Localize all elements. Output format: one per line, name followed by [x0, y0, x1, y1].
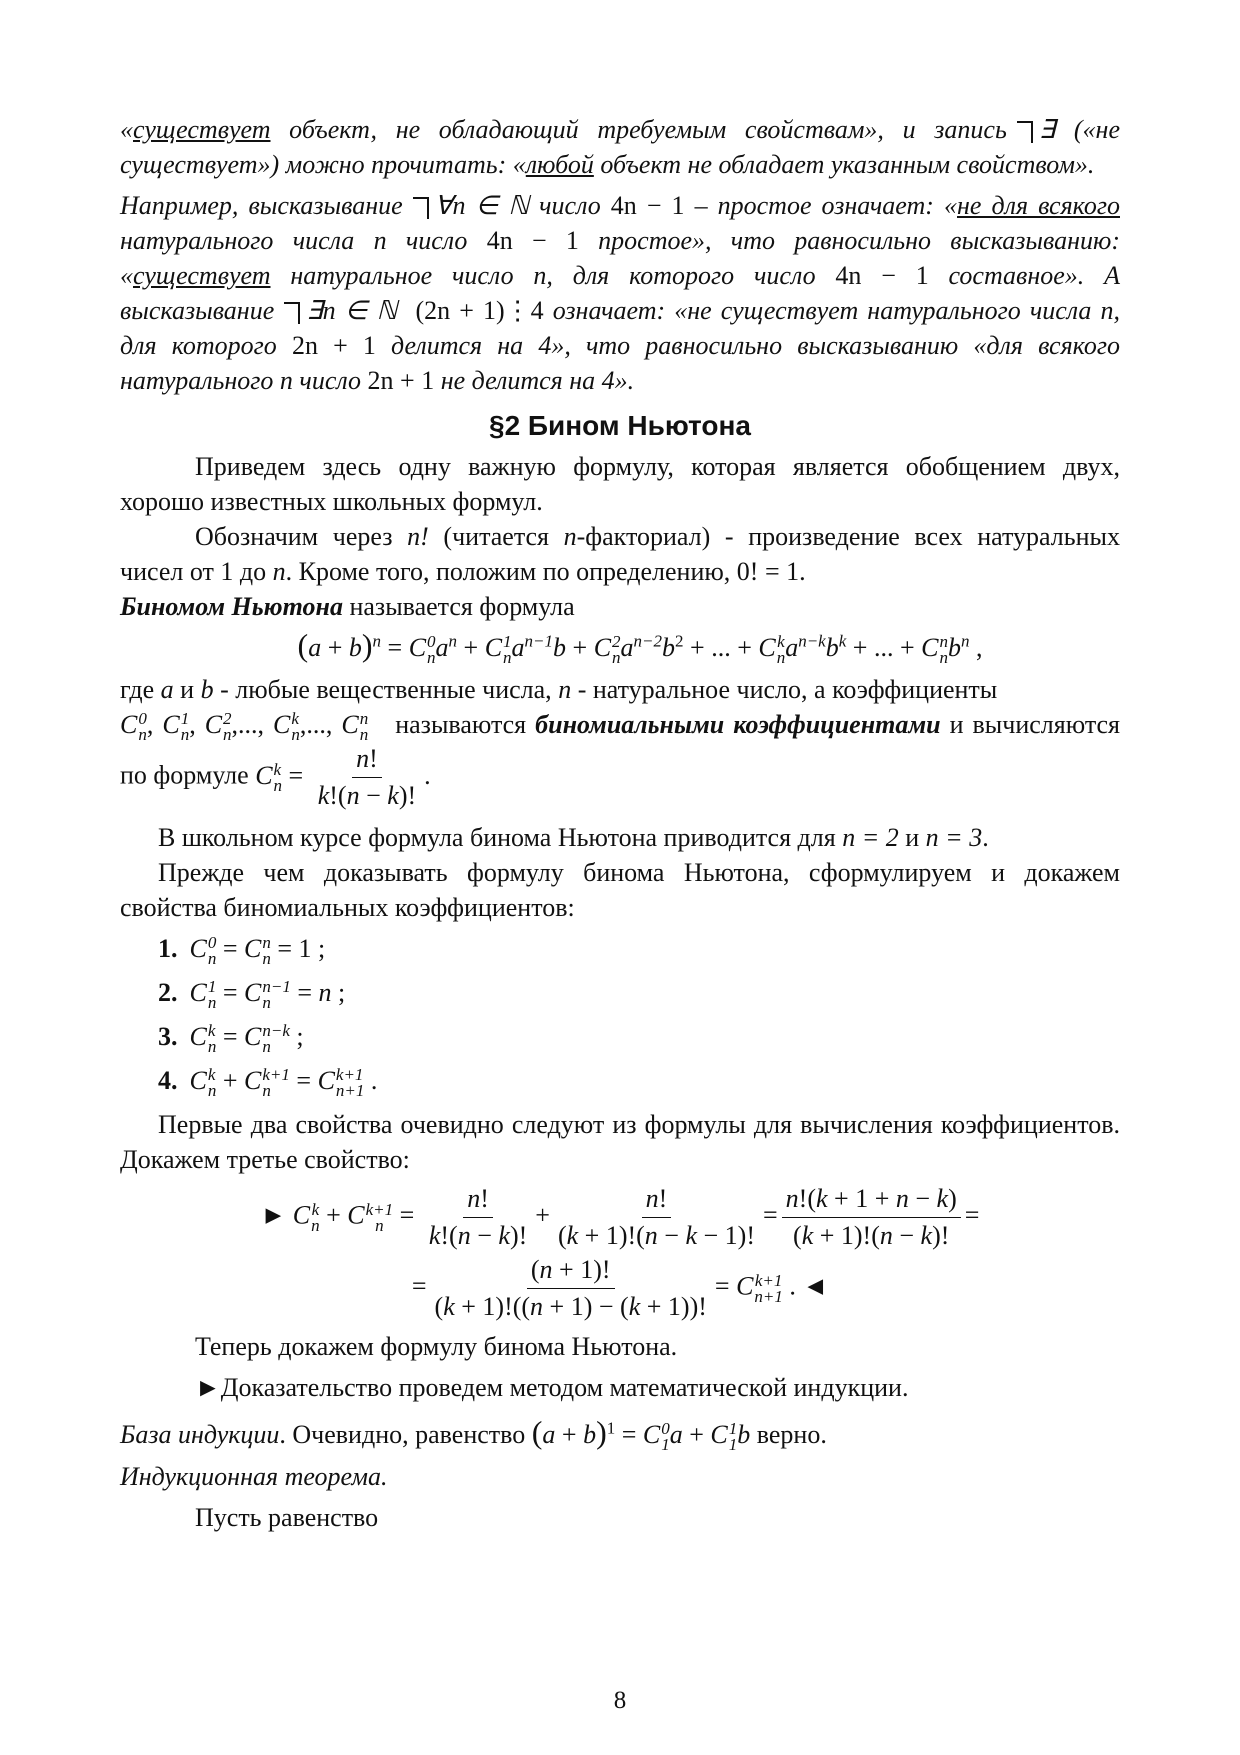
negation-symbol — [1017, 121, 1033, 143]
section-paragraph-7: Первые два свойства очевидно следуют из формулы для вычисления коэффициентов. Докажем третье свойство: — [120, 1110, 1120, 1175]
section-paragraph-1: Приведем здесь одну важную формулу, которая является обобщением двух, хорошо известных школьных формул. — [120, 452, 1120, 516]
property-4: 4. C k n + C k+1 n = C k+1 n+1 . — [158, 1065, 378, 1101]
section-paragraph-9: ►Доказательство проведем методом математической индукции. — [195, 1373, 909, 1403]
property-1: 1. C 0 n = C n n = 1 ; — [158, 933, 326, 969]
section-paragraph-8: Теперь докажем формулу бинома Ньютона. — [195, 1332, 678, 1362]
intro-paragraph-2: Например, высказывание ∀n ∈ ℕ число 4n − 1 – простое означает: «не для всякого натурального числа n число 4n − 1 простое», что равносильно высказыванию: «существует натуральное число n, для которого число 4n − 1 составное». А высказывание ∃n ∈ ℕ (2n + 1)⋮4 означает: «не существует натурального числа n, для которого 2n + 1 делится на 4», что равносильно высказыванию «для всякого натурального n число 2n + 1 не делится на 4». — [120, 191, 1121, 395]
section-heading: §2 Бином Ньютона — [489, 410, 751, 441]
induction-theorem: Индукционная теорема. — [120, 1462, 388, 1492]
negation-symbol — [284, 302, 300, 324]
section-paragraph-6: Прежде чем доказывать формулу бинома Ньютона, сформулируем и докажем свойства биномиальных коэффициентов: — [120, 858, 1120, 923]
section-paragraph-5: В школьном курсе формула бинома Ньютона приводится для n = 2 и n = 3. — [158, 823, 989, 853]
coefficients-list: C 0 n , C 1 n , C 2 n ,..., C k n ,..., C n n — [120, 709, 369, 745]
section-paragraph-2: Обозначим через n! (читается n-факториал) - произведение всех натуральных чисел от 1 до n. Кроме того, положим по определению, 0! = 1. — [120, 522, 1120, 586]
property-2: 2. C 1 n = C n−1 n = n ; — [158, 977, 346, 1013]
negation-symbol — [413, 197, 429, 219]
induction-base: База индукции. Очевидно, равенство $(a + b)^1 = C$ 0 1 a + C 1 1 b верно. — [120, 1414, 827, 1455]
induction-base-formula: $(a + b)^1 = C$ 0 1 a + C 1 1 b — [531, 1414, 751, 1455]
coefficient-formula: C k n = $\frac{n!}{k!(n - k)!}$ . — [255, 744, 431, 811]
binomial-definition: Биномом Ньютона называется формула — [120, 592, 575, 621]
intro-paragraph-1: «существует объект, не обладающий требуемым свойствам», и запись ∃ («не существует») можно прочитать: «любой объект не обладает указанным свойством». — [120, 115, 1120, 179]
properties-list — [158, 931, 1120, 1099]
page-number: 8 — [613, 1687, 627, 1714]
property-3: 3. C k n = C n−k n ; — [158, 1021, 304, 1057]
proof-formula-line-1: ► C k n + C k+1 n = $\frac{n!}{k!(n - k)!}$ + $\frac{n!}{(k + 1)!(n - k - 1)!}$ = $\frac{n!(k + 1 + n - k)}{(k + 1)!(n - k)!}$ = — [260, 1184, 980, 1251]
section-paragraph-12: Пусть равенство — [195, 1503, 379, 1533]
binomial-formula: $(a + b)^n = C$ 0 n $a^n + C$ 1 n $a^{n-1}b + C$ 2 n $a^{n-2}b^2$ + ... + C k n $a^{n-k}b^k$ + ... + C n n $b^n$ , — [297, 627, 983, 668]
coefficients-paragraph: где a и b - любые вещественные числа, n - натуральное число, а коэффициенты C 0 n , C 1 n , C 2 n ,..., C k n ,..., C n n называются биномиальными коэффициентами и вычисляются по формуле C k n = $\frac{n!}{k!(n - k)!}$ . — [120, 675, 1120, 811]
proof-formula-line-2: = $\frac{(n + 1)!}{(k + 1)!((n + 1) - (k + 1))!}$ = C k+1 n+1 . ◄ — [411, 1255, 829, 1322]
